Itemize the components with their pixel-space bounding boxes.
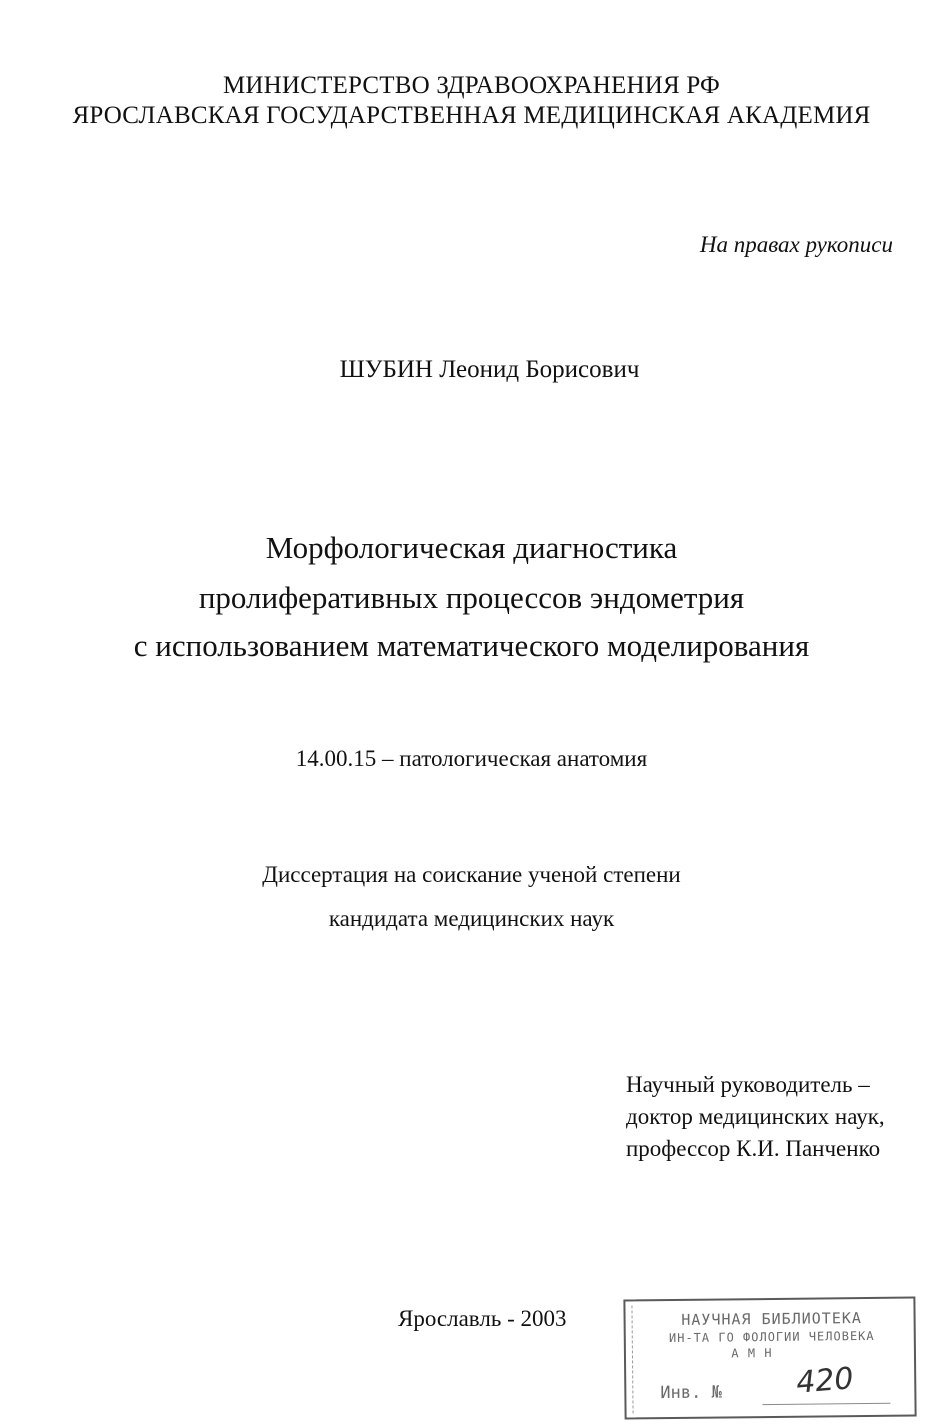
degree-line-2: кандидата медицинских наук xyxy=(328,906,615,931)
stamp-inventory-label: Инв. № xyxy=(660,1382,722,1404)
academy-heading: ЯРОСЛАВСКАЯ ГОСУДАРСТВЕННАЯ МЕДИЦИНСКАЯ АКАДЕМИЯ xyxy=(72,102,871,129)
stamp-library-name: НАУЧНАЯ БИБЛИОТЕКА xyxy=(681,1309,862,1329)
stamp-institute-name: ИН-ТА ГО ФОЛОГИИ ЧЕЛОВЕКА xyxy=(668,1328,875,1346)
title-line-1: Морфологическая диагностика xyxy=(265,530,678,565)
author-name: ШУБИН Леонид Борисович xyxy=(339,356,640,383)
stamp-inventory-number: 420 xyxy=(794,1361,855,1401)
degree-line-1: Диссертация на соискание ученой степени xyxy=(262,862,681,887)
advisor-line-2: доктор медицинских наук, xyxy=(626,1104,885,1129)
specialty-code: 14.00.15 – патологическая анатомия xyxy=(295,746,648,771)
title-line-3: с использованием математического моделирования xyxy=(133,628,810,663)
title-line-2: пролиферативных процессов эндометрия xyxy=(198,580,745,615)
stamp-academy-abbr: А М Н xyxy=(731,1345,773,1361)
manuscript-note: На правах рукописи xyxy=(699,232,893,257)
city-year: Ярославль - 2003 xyxy=(398,1306,567,1331)
advisor-line-1: Научный руководитель – xyxy=(626,1072,870,1097)
advisor-line-3: профессор К.И. Панченко xyxy=(626,1136,881,1161)
library-stamp xyxy=(623,1296,916,1419)
stamp-inventory-underline xyxy=(762,1403,890,1405)
ministry-heading: МИНИСТЕРСТВО ЗДРАВООХРАНЕНИЯ РФ xyxy=(223,72,720,99)
